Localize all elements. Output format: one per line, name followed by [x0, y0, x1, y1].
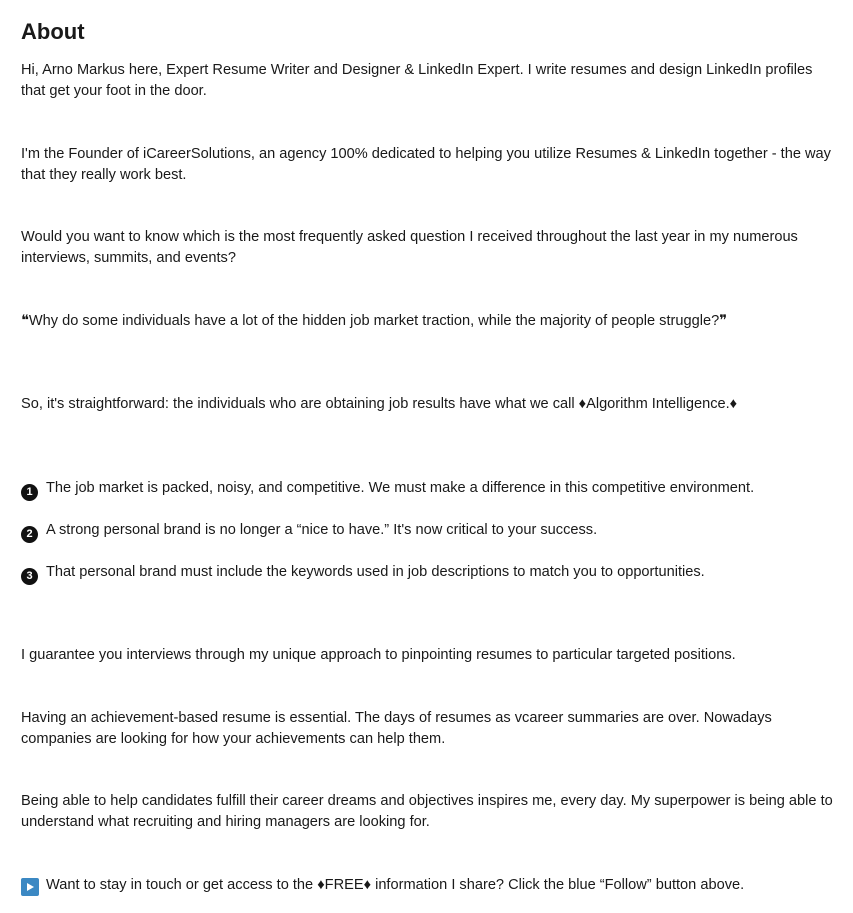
- about-heading: About: [21, 19, 85, 44]
- number-1-icon: 1: [21, 484, 38, 501]
- number-3-icon: 3: [21, 568, 38, 585]
- answer-paragraph: So, it's straightforward: the individuals who are obtaining job results have what we call ♦Algorithm Intelligence.♦: [21, 396, 738, 412]
- superpower-paragraph: Being able to help candidates fulfill their career dreams and objectives inspires me, every day. My superpower is being able to understand what recruiting and hiring managers are looking for.: [21, 793, 833, 830]
- intro-paragraph: Hi, Arno Markus here, Expert Resume Writer and Designer & LinkedIn Expert. I write resumes and design LinkedIn profiles that get your foot in the door.: [21, 62, 813, 99]
- point-3-text: That personal brand must include the keywords used in job descriptions to match you to opportunities.: [46, 564, 705, 580]
- achievement-paragraph: Having an achievement-based resume is essential. The days of resumes as vcareer summaries are over. Nowadays companies are looking for how your achievements can help them.: [21, 710, 772, 747]
- question-quote: ❝Why do some individuals have a lot of the hidden job market traction, while the majority of people struggle?❞: [21, 313, 728, 329]
- point-2-text: A strong personal brand is no longer a “nice to have.” It's now critical to your success.: [46, 522, 598, 538]
- point-3: [21, 562, 833, 585]
- point-1-text: The job market is packed, noisy, and competitive. We must make a difference in this competitive environment.: [46, 480, 755, 496]
- cta-paragraph: [21, 875, 833, 896]
- point-1: [21, 478, 833, 501]
- founder-paragraph: I'm the Founder of iCareerSolutions, an agency 100% dedicated to helping you utilize Resumes & LinkedIn together - the way that they really work best.: [21, 146, 831, 183]
- question-intro-paragraph: Would you want to know which is the most frequently asked question I received throughout the last year in my numerous interviews, summits, and events?: [21, 229, 798, 266]
- point-2: [21, 520, 833, 543]
- play-button-icon: [21, 878, 39, 896]
- number-2-icon: 2: [21, 526, 38, 543]
- guarantee-paragraph: I guarantee you interviews through my unique approach to pinpointing resumes to particular targeted positions.: [21, 647, 736, 663]
- cta-text: Want to stay in touch or get access to the ♦FREE♦ information I share? Click the blue “Follow” button above.: [46, 877, 745, 893]
